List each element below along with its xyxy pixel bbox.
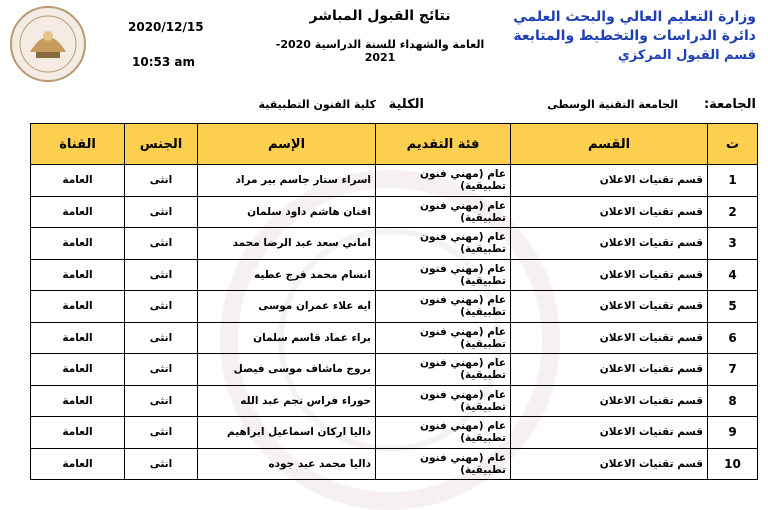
university-value: الجامعة التقنية الوسطى [547, 97, 678, 111]
table-row [31, 322, 758, 354]
header-number: ت [708, 124, 758, 165]
channel-cell: العامة [31, 165, 125, 197]
ministry-logo [8, 4, 88, 84]
row-number: 10 [708, 448, 758, 480]
college-value: كلية الفنون التطبيقية [258, 97, 376, 111]
channel-cell: العامة [31, 385, 125, 417]
gender-cell: انثى [125, 228, 198, 260]
category-cell: عام (مهني فنون تطبيقية) [376, 417, 511, 449]
gender-cell: انثى [125, 291, 198, 323]
table-row [31, 354, 758, 386]
department-cell: قسم تقنيات الاعلان [511, 448, 708, 480]
header-channel: القناة [31, 124, 125, 165]
category-cell: عام (مهني فنون تطبيقية) [376, 448, 511, 480]
channel-cell: العامة [31, 354, 125, 386]
gender-cell: انثى [125, 448, 198, 480]
ministry-line: دائرة الدراسات والتخطيط والمتابعة [513, 28, 756, 44]
report-date: 2020/12/15 [128, 20, 204, 34]
gender-cell: انثى [125, 385, 198, 417]
table-row [31, 228, 758, 260]
department-cell: قسم تقنيات الاعلان [511, 322, 708, 354]
student-name-cell: براء عماد قاسم سلمان [198, 322, 376, 354]
gender-cell: انثى [125, 322, 198, 354]
gender-cell: انثى [125, 354, 198, 386]
gender-cell: انثى [125, 165, 198, 197]
table-row [31, 259, 758, 291]
ministry-line: قسم القبول المركزي [617, 48, 756, 63]
gender-cell: انثى [125, 417, 198, 449]
category-cell: عام (مهني فنون تطبيقية) [376, 165, 511, 197]
table-row [31, 291, 758, 323]
category-cell: عام (مهني فنون تطبيقية) [376, 354, 511, 386]
department-cell: قسم تقنيات الاعلان [511, 385, 708, 417]
row-number: 8 [708, 385, 758, 417]
student-name-cell: بروج ماشاف موسى فيصل [198, 354, 376, 386]
page-title: نتائج القبول المباشر [309, 8, 451, 24]
table-row [31, 448, 758, 480]
channel-cell: العامة [31, 196, 125, 228]
gender-cell: انثى [125, 196, 198, 228]
results-table [30, 123, 758, 480]
row-number: 7 [708, 354, 758, 386]
ministry-header [513, 8, 756, 65]
department-cell: قسم تقنيات الاعلان [511, 228, 708, 260]
table-row [31, 417, 758, 449]
channel-cell: العامة [31, 259, 125, 291]
row-number: 5 [708, 291, 758, 323]
report-time: 10:53 am [132, 55, 195, 69]
department-cell: قسم تقنيات الاعلان [511, 196, 708, 228]
department-cell: قسم تقنيات الاعلان [511, 417, 708, 449]
student-name-cell: حوراء فراس نجم عبد الله [198, 385, 376, 417]
page-subtitle: العامة والشهداء للسنة الدراسية 2020-2021 [275, 38, 485, 64]
header-department: القسم [511, 124, 708, 165]
table-row [31, 385, 758, 417]
category-cell: عام (مهني فنون تطبيقية) [376, 196, 511, 228]
channel-cell: العامة [31, 228, 125, 260]
category-cell: عام (مهني فنون تطبيقية) [376, 322, 511, 354]
header-gender: الجنس [125, 124, 198, 165]
channel-cell: العامة [31, 322, 125, 354]
table-row [31, 196, 758, 228]
page-title-block [270, 8, 490, 64]
channel-cell: العامة [31, 448, 125, 480]
row-number: 3 [708, 228, 758, 260]
category-cell: عام (مهني فنون تطبيقية) [376, 291, 511, 323]
row-number: 6 [708, 322, 758, 354]
university-label: الجامعة: [703, 96, 756, 112]
channel-cell: العامة [31, 291, 125, 323]
table-header-row [31, 124, 758, 165]
channel-cell: العامة [31, 417, 125, 449]
student-name-cell: انسام محمد فرج عطيه [198, 259, 376, 291]
student-name-cell: اماني سعد عبد الرضا محمد [198, 228, 376, 260]
row-number: 9 [708, 417, 758, 449]
student-name-cell: داليا محمد عبد جوده [198, 448, 376, 480]
student-name-cell: داليا اركان اسماعيل ابراهيم [198, 417, 376, 449]
student-name-cell: اسراء ستار جاسم بير مراد [198, 165, 376, 197]
department-cell: قسم تقنيات الاعلان [511, 291, 708, 323]
department-cell: قسم تقنيات الاعلان [511, 354, 708, 386]
table-row [31, 165, 758, 197]
college-label: الكلية [388, 96, 424, 112]
student-name-cell: افنان هاشم داود سلمان [198, 196, 376, 228]
category-cell: عام (مهني فنون تطبيقية) [376, 385, 511, 417]
row-number: 2 [708, 196, 758, 228]
header-name: الإسم [198, 124, 376, 165]
row-number: 1 [708, 165, 758, 197]
gender-cell: انثى [125, 259, 198, 291]
category-cell: عام (مهني فنون تطبيقية) [376, 259, 511, 291]
department-cell: قسم تقنيات الاعلان [511, 259, 708, 291]
header-category: فئة التقديم [376, 124, 511, 165]
student-name-cell: ايه علاء عمران موسى [198, 291, 376, 323]
ministry-line: وزارة التعليم العالي والبحث العلمي [513, 9, 756, 25]
department-cell: قسم تقنيات الاعلان [511, 165, 708, 197]
row-number: 4 [708, 259, 758, 291]
category-cell: عام (مهني فنون تطبيقية) [376, 228, 511, 260]
